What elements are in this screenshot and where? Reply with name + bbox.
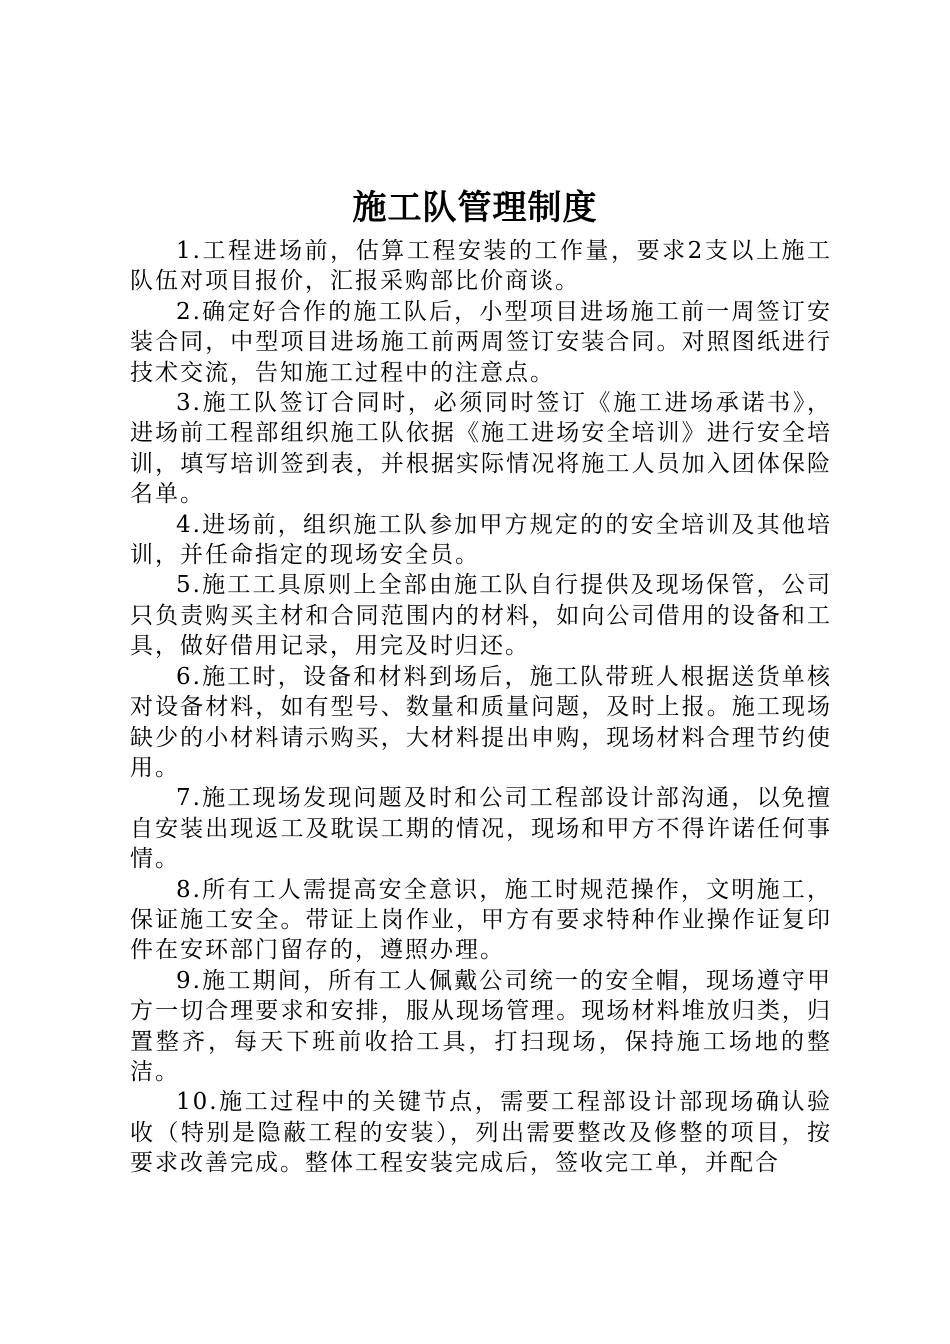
paragraph-1: 1.工程进场前，估算工程安装的工作量，要求2支以上施工队伍对项目报价，汇报采购部比价商谈。: [130, 238, 832, 295]
paragraph-7: 7.施工现场发现问题及时和公司工程部设计部沟通，以免擅自安装出现返工及耽误工期的情况，现场和甲方不得许诺任何事情。: [130, 785, 832, 873]
paragraph-6: 6.施工时，设备和材料到场后，施工队带班人根据送货单核对设备材料，如有型号、数量和质量问题，及时上报。施工现场缺少的小材料请示购买，大材料提出申购，现场材料合理节约使用。: [130, 663, 832, 781]
paragraph-10: 10.施工过程中的关键节点，需要工程部设计部现场确认验收（特别是隐蔽工程的安装），列出需要整改及修整的项目，按要求改善完成。整体工程安装完成后，签收完工单，并配合: [130, 1089, 832, 1177]
paragraph-5: 5.施工工具原则上全部由施工队自行提供及现场保管，公司只负责购买主材和合同范围内的材料，如向公司借用的设备和工具，做好借用记录，用完及时归还。: [130, 572, 832, 660]
document-title: 施工队管理制度: [352, 188, 598, 228]
paragraph-8: 8.所有工人需提高安全意识，施工时规范操作，文明施工，保证施工安全。带证上岗作业，甲方有要求特种作业操作证复印件在安环部门留存的，遵照办理。: [130, 876, 832, 964]
paragraph-3: 3.施工队签订合同时，必须同时签订《施工进场承诺书》，进场前工程部组织施工队依据《施工进场安全培训》进行安全培训，填写培训签到表，并根据实际情况将施工人员加入团体保险名单。: [130, 390, 832, 508]
document-body: [130, 236, 832, 1179]
paragraph-9: 9.施工期间，所有工人佩戴公司统一的安全帽，现场遵守甲方一切合理要求和安排，服从现场管理。现场材料堆放归类，归置整齐，每天下班前收拾工具，打扫现场，保持施工场地的整洁。: [130, 967, 832, 1085]
paragraph-4: 4.进场前，组织施工队参加甲方规定的的安全培训及其他培训，并任命指定的现场安全员。: [130, 511, 832, 569]
paragraph-2: 2.确定好合作的施工队后，小型项目进场施工前一周签订安装合同，中型项目进场施工前两周签订安装合同。对照图纸进行技术交流，告知施工过程中的注意点。: [130, 298, 832, 386]
